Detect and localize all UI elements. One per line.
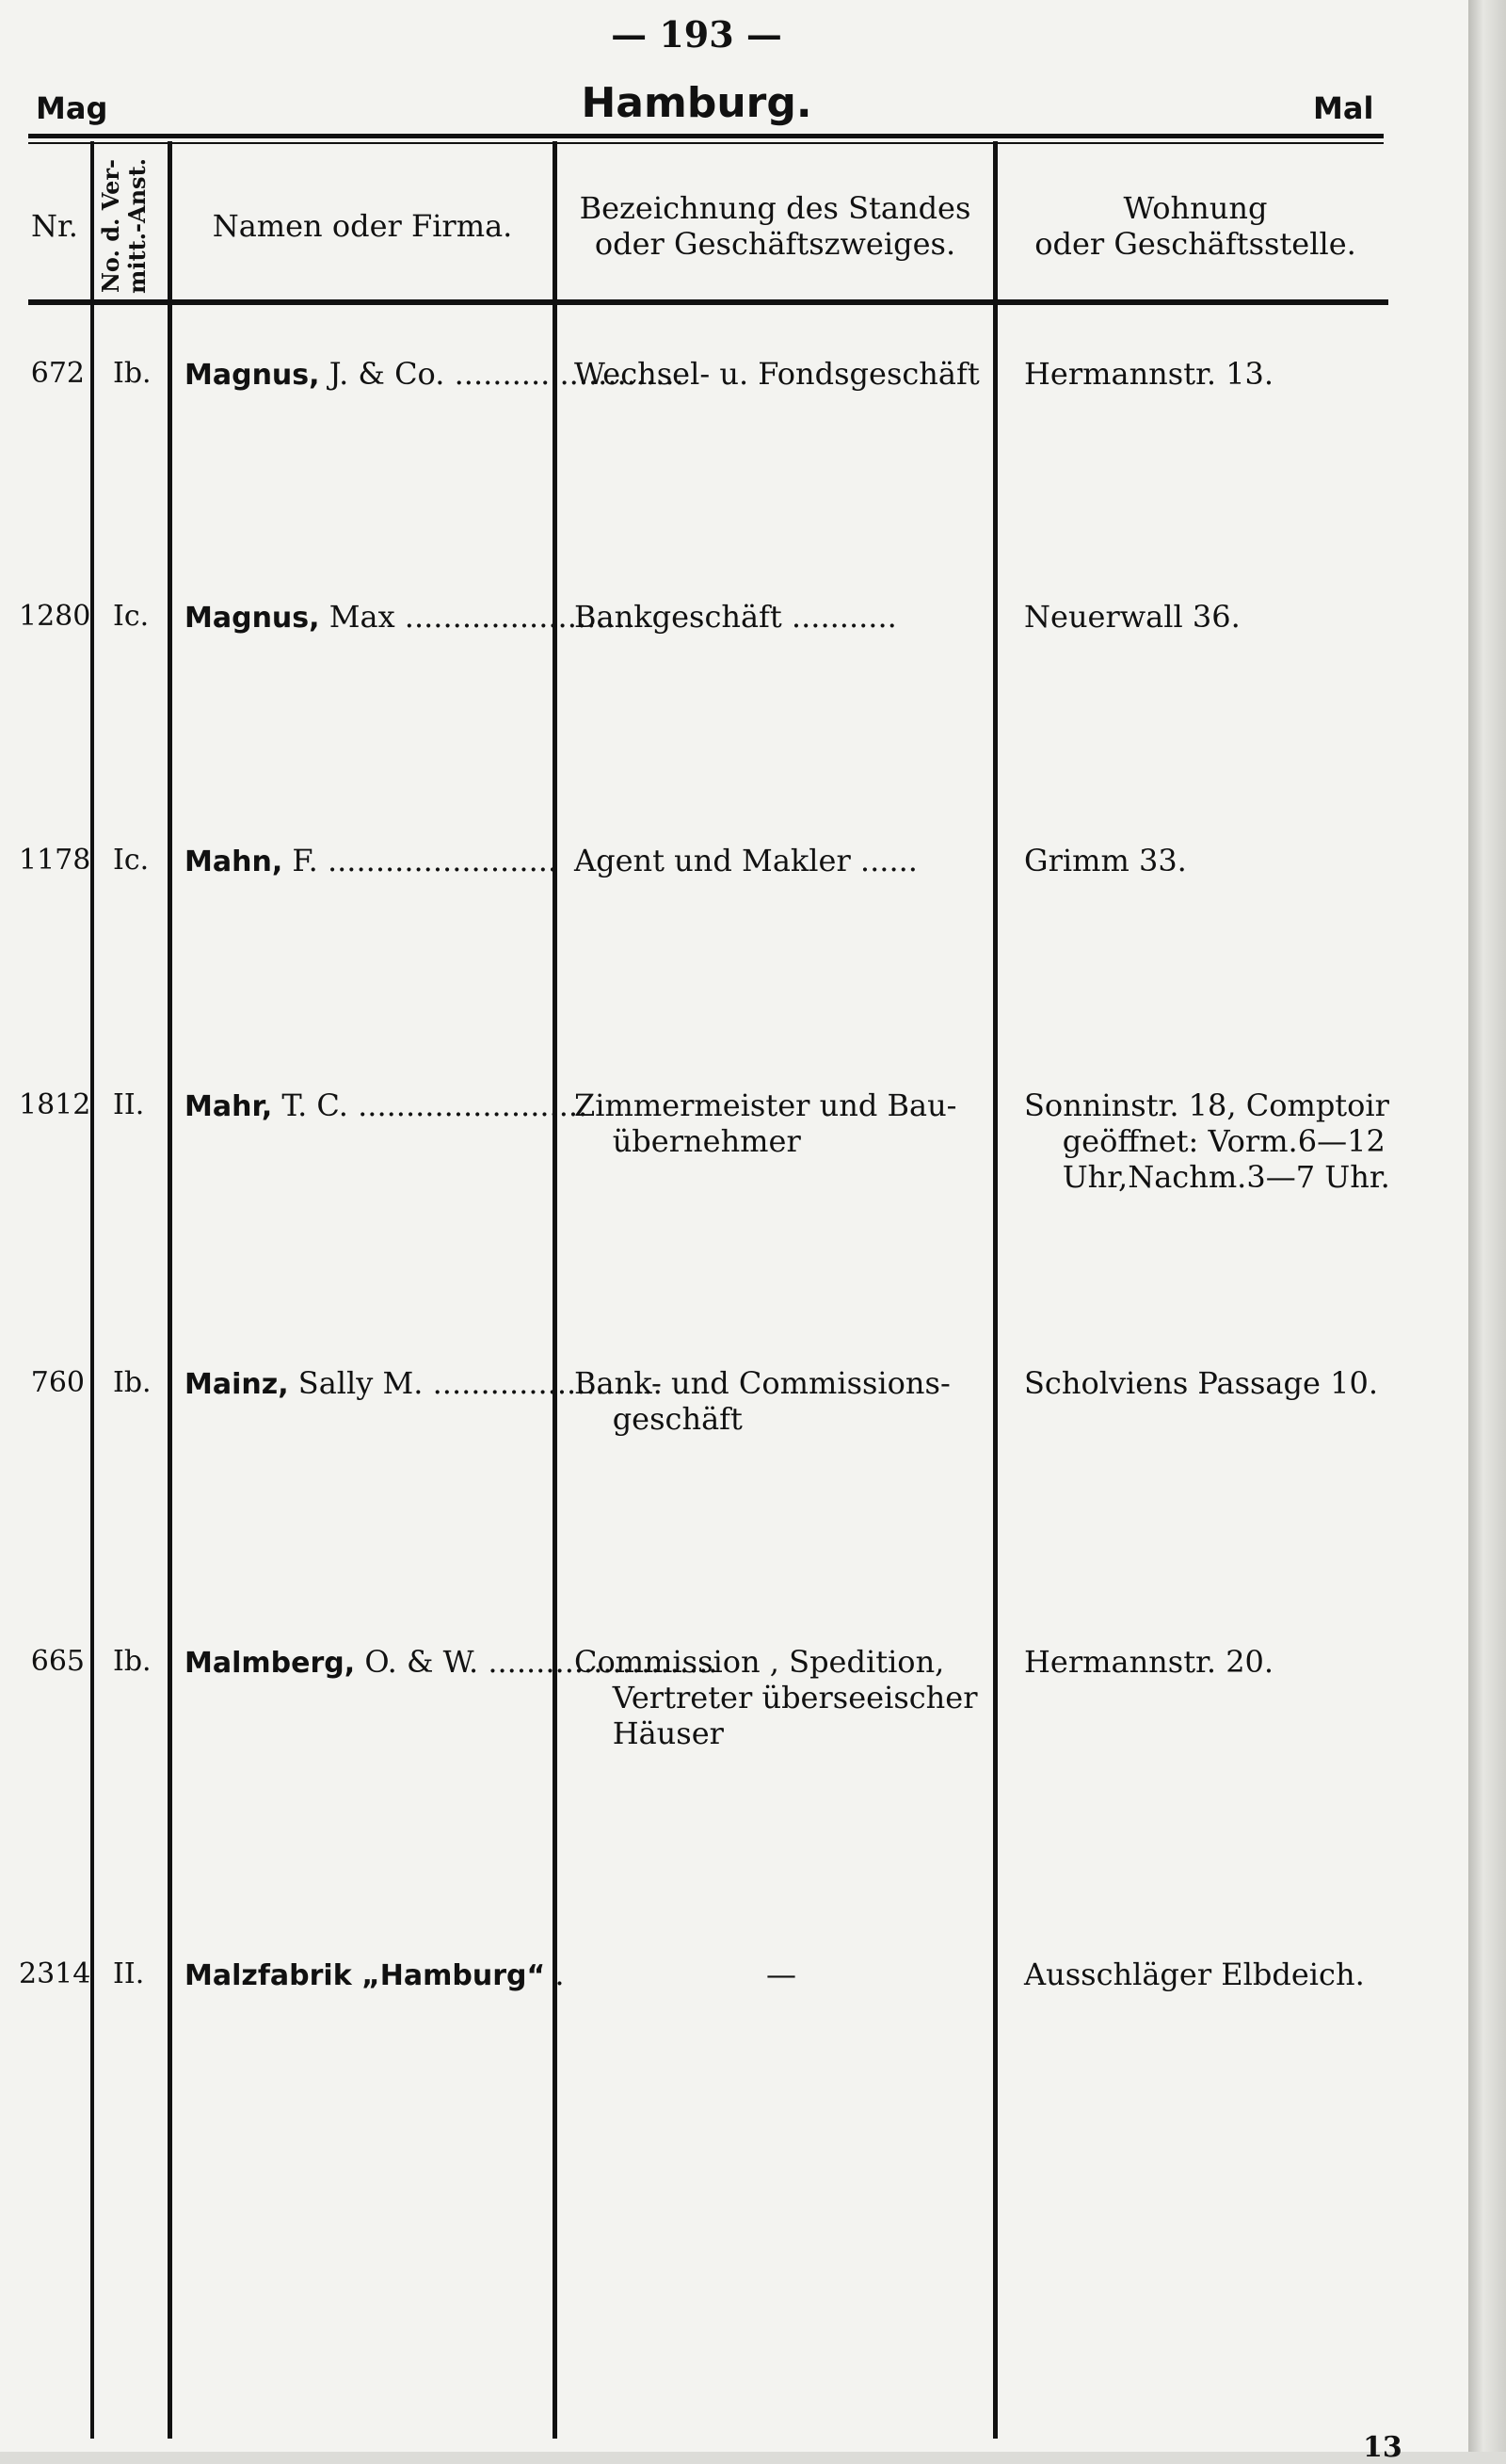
- entry-name-rest: Max: [319, 599, 395, 635]
- entry-name-rest: J. & Co.: [319, 356, 445, 392]
- entry-number: 665: [30, 1645, 85, 1678]
- entry-trade: Bankgeschäft ...........: [574, 599, 897, 635]
- entry-name-rest: F.: [282, 843, 318, 878]
- entry-name-rest: T. C.: [272, 1087, 348, 1123]
- entry-trade: Agent und Makler ......: [574, 843, 918, 878]
- column-rule-1: [90, 141, 94, 2439]
- entry-name: [184, 1644, 542, 1682]
- entry-name-surname: Mainz,: [184, 1368, 289, 1401]
- column-header-class-text: No. d. Ver- mitt.-Anst.: [97, 157, 151, 295]
- entry-name-rest: Sally M.: [288, 1365, 424, 1401]
- column-header-class: [87, 151, 162, 301]
- entry-address: Ausschläger Elbdeich.: [1024, 1957, 1365, 1992]
- entry-name-surname: Magnus,: [184, 359, 320, 392]
- column-header-name: Namen oder Firma.: [212, 208, 513, 244]
- entry-address: Neuerwall 36.: [1024, 599, 1241, 635]
- entry-name-surname: Malzfabrik „Hamburg“: [184, 1959, 546, 1992]
- entry-name-surname: Mahr,: [184, 1090, 273, 1123]
- entry-address: Hermannstr. 13.: [1024, 356, 1274, 392]
- header-rule-top: [28, 134, 1384, 138]
- entry-class: Ic.: [113, 844, 150, 877]
- catchword-right: Mal: [1313, 90, 1374, 126]
- entry-name-rest: .: [545, 1957, 565, 1992]
- entry-name-surname: Magnus,: [184, 602, 320, 635]
- entry-class: Ib.: [113, 1645, 152, 1678]
- entry-address: Hermannstr. 20.: [1024, 1644, 1274, 1680]
- entry-name-rest: O. & W.: [355, 1644, 479, 1680]
- entry-name: [184, 356, 542, 394]
- entry-name: [184, 1957, 565, 1994]
- entry-name-surname: Malmberg,: [184, 1647, 356, 1680]
- entry-address: Grimm 33.: [1024, 843, 1187, 878]
- column-rule-4: [993, 141, 998, 2439]
- signature-mark: 13: [1363, 2431, 1402, 2464]
- entry-number: 2314: [19, 1957, 91, 1990]
- entry-number: 760: [30, 1366, 85, 1399]
- column-header-nr: Nr.: [31, 208, 78, 244]
- column-rule-3: [553, 141, 557, 2439]
- page-title: Hamburg.: [581, 79, 812, 127]
- entry-class: Ib.: [113, 357, 152, 390]
- entry-trade: Wechsel- u. Fondsgeschäft: [574, 356, 980, 392]
- entry-name: [184, 599, 542, 636]
- entry-number: 1178: [19, 844, 91, 877]
- entry-trade: Bank- und Commissions- geschäft: [574, 1365, 951, 1437]
- page-number: — 193 —: [611, 13, 782, 56]
- column-rule-2: [168, 141, 172, 2439]
- entry-class: II.: [113, 1957, 145, 1990]
- entry-number: 1812: [19, 1088, 91, 1121]
- entry-number: 1280: [19, 600, 91, 633]
- entry-address: Sonninstr. 18, Comptoir geöffnet: Vorm.6—12 Uhr,Nachm.3—7 Uhr.: [1024, 1087, 1390, 1195]
- entry-number: 672: [30, 357, 85, 390]
- entry-trade: —: [766, 1957, 796, 1992]
- catchword-left: Mag: [36, 90, 108, 126]
- page-edge: [1468, 0, 1506, 2452]
- entry-class: Ic.: [113, 600, 150, 633]
- entry-name-surname: Mahn,: [184, 845, 283, 878]
- column-header-trade: Bezeichnung des Standes oder Geschäftszweiges.: [579, 190, 971, 262]
- entry-address: Scholviens Passage 10.: [1024, 1365, 1378, 1401]
- header-rule-top-thin: [28, 142, 1384, 144]
- entry-name: [184, 843, 542, 880]
- entry-trade: Zimmermeister und Bau- übernehmer: [574, 1087, 957, 1159]
- entry-trade: Commission , Spedition, Vertreter überseeischer Häuser: [574, 1644, 978, 1751]
- entry-name: [184, 1087, 542, 1125]
- entry-name: [184, 1365, 542, 1403]
- column-header-address: Wohnung oder Geschäftsstelle.: [1034, 190, 1356, 262]
- entry-class: Ib.: [113, 1366, 152, 1399]
- entry-class: II.: [113, 1088, 145, 1121]
